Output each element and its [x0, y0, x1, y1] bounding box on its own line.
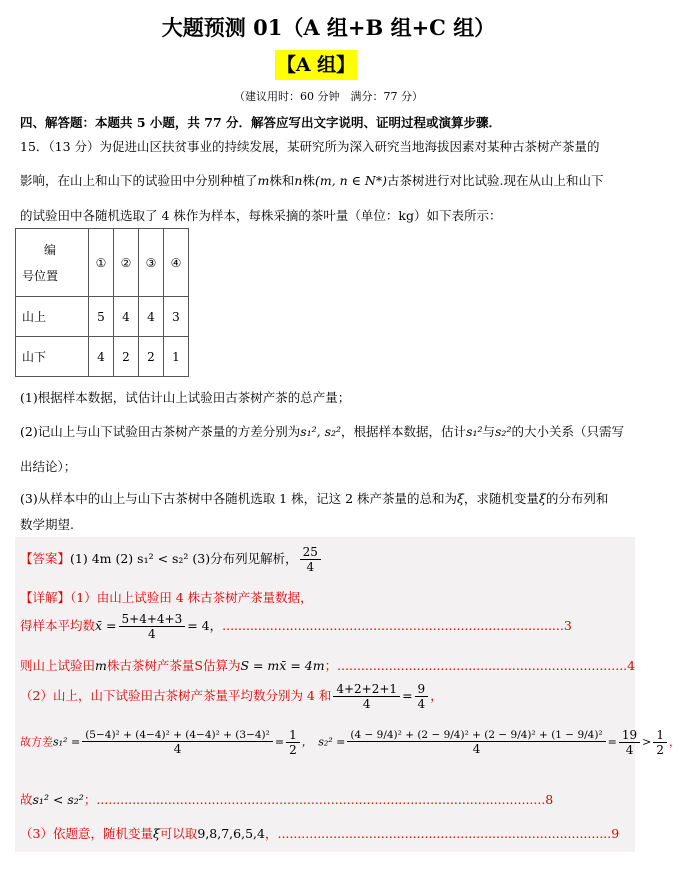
table-col-2: ② — [114, 229, 139, 297]
answer-label: 【答案】 — [20, 551, 71, 566]
table-header-label: 编 号位置 — [16, 229, 89, 297]
group-badge: 【A 组】 — [275, 50, 357, 80]
question-part-3: (3)从样本中的山上与山下古茶树中各随机选取 1 株，记这 2 株产茶量的总和为ξ，求随机变量ξ的分布列和 — [20, 491, 609, 506]
section-heading: 四、解答题：本题共 5 小题，共 77 分．解答应写出文字说明、证明过程或演算步骤． — [20, 115, 502, 130]
sample-table — [15, 228, 189, 377]
solution-step-6: 故s₁² < s₂²；.................................................................................................................8 — [20, 792, 554, 807]
table-cell: 4 — [139, 297, 164, 337]
table-cell: 2 — [114, 337, 139, 377]
question-part-1: (1)根据样本数据，试估计山上试验田古茶树产茶的总产量； — [20, 390, 351, 405]
answer-fraction: $\frac{25}{4}$ — [300, 545, 321, 574]
page-title: 大题预测 01（A 组+B 组+C 组） — [161, 15, 496, 40]
table-col-1: ① — [89, 229, 114, 297]
table-cell: 1 — [164, 337, 189, 377]
table-cell: 2 — [139, 337, 164, 377]
table-cell: 4 — [114, 297, 139, 337]
question-line-2: 影响，在山上和山下的试验田中分别种植了m株和n株(m, n ∈ N*)古茶树进行对比试验.现在从山上和山下 — [20, 173, 604, 188]
solution-step-2: 得样本平均数x̄ = $\frac{5+4+4+3}{4}$ = 4，......................................................................................3 — [20, 612, 572, 641]
answer-line: 【答案】(1) 4m (2) s₁² < s₂² (3)分布列见解析， $\frac{25}{4}$ — [20, 545, 323, 574]
question-part-2-line-2: 出结论）； — [20, 459, 77, 474]
question-part-3-line-2: 数学期望. — [20, 517, 74, 532]
table-row — [16, 297, 189, 337]
solution-step-1: 【详解】（1）由山上试验田 4 株古茶树产茶量数据， — [20, 590, 313, 605]
question-line-3: 的试验田中各随机选取了 4 株作为样本，每株采摘的茶叶量（单位：kg）如下表所示： — [20, 208, 502, 223]
table-cell: 3 — [164, 297, 189, 337]
solution-label: 【详解】 — [20, 590, 71, 605]
table-cell: 4 — [89, 337, 114, 377]
question-line-1: 15．（13 分）为促进山区扶贫事业的持续发展，某研究所为深入研究当地海拔因素对某种古茶树产茶量的 — [20, 139, 600, 154]
solution-step-4: （2）山上，山下试验田古茶树产茶量平均数分别为 4 和 $\frac{4+2+2+1}{4}$ = $\frac{9}{4}$ ， — [20, 682, 443, 711]
row-label: 山上 — [16, 297, 89, 337]
solution-step-3: 则山上试验田m株古茶树产茶量S估算为S = mx̄ = 4m；.........................................................................4 — [20, 658, 636, 673]
table-col-3: ③ — [139, 229, 164, 297]
question-part-2: (2)记山上与山下试验田古茶树产茶量的方差分别为s₁², s₂²，根据样本数据，估计s₁²与s₂²的大小关系（只需写 — [20, 424, 624, 439]
table-row — [16, 337, 189, 377]
table-col-4: ④ — [164, 229, 189, 297]
solution-step-7: （3）依题意，随机变量ξ可以取9,8,7,6,5,4，....................................................................................9 — [20, 826, 620, 841]
time-note: （建议用时：60 分钟 满分：77 分） — [234, 90, 423, 103]
row-label: 山下 — [16, 337, 89, 377]
table-header-row — [16, 229, 189, 297]
table-cell: 5 — [89, 297, 114, 337]
solution-step-5: 故方差s₁² = $\frac{\text{(5−4)² + (4−4)² + (4−4)² + (3−4)²}}{4}$ = $\frac{1}{2}$ ， s₂² = $\frac{\text{(4 − 9/4)² + (2 − 9/4)² + (2 − 9/4)² + (1 − 9/4)²}}{4}$ = $\frac{19}{4}$ > $\frac{1}{2}$ ， — [20, 728, 680, 757]
